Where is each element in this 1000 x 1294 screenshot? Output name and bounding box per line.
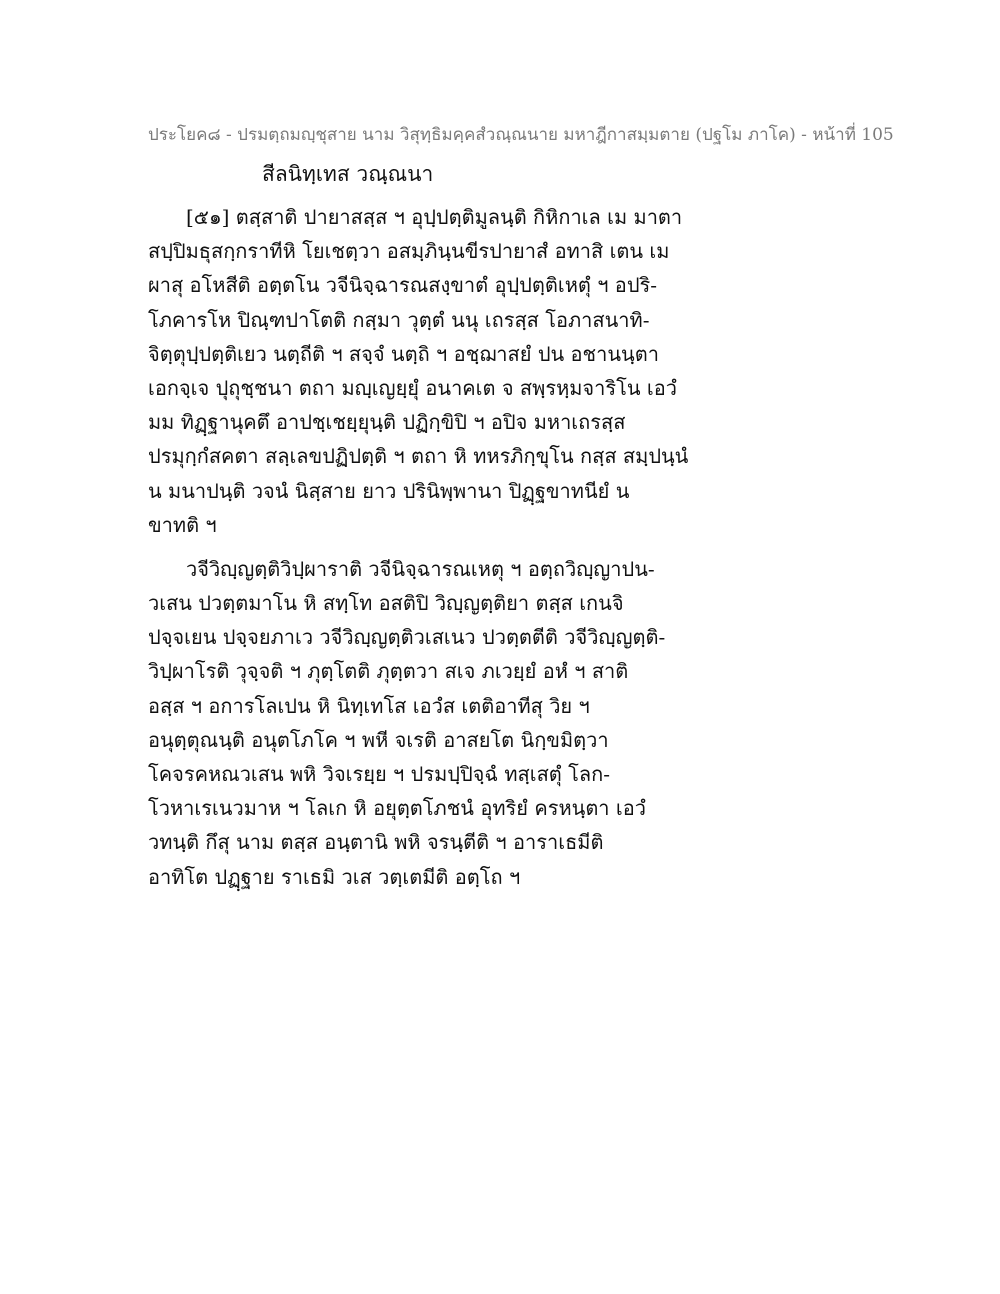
- text-line: อาทิโต ปฏฺฐาย ราเธมิ วเส วตฺเตมีติ อตฺโถ ฯ: [148, 864, 521, 889]
- text-line: ขาทติ ฯ: [148, 512, 217, 537]
- paragraph-1: [148, 200, 688, 542]
- text-line: น มนาปนฺติ วจนํ นิสฺสาย ยาว ปรินิพฺพานา ปิฏฺฐขาทนียํ น: [148, 478, 630, 503]
- body-text: [148, 200, 688, 894]
- text-line: วิปฺผาโรติ วุจฺจติ ฯ ภุตฺโตติ ภุตฺตวา สเจ ภเวยฺยํ อหํ ฯ สาติ: [148, 659, 629, 684]
- text-line: โคจรคหณวเสน พหิ วิจเรยฺย ฯ ปรมปฺปิจฺฉํ ทสฺเสตุํ โลก-: [148, 762, 610, 786]
- text-line: ปรมุกฺกํสคตา สลฺเลขปฏิปตฺติ ฯ ตถา หิ ทหรภิกฺขุโน กสฺส สมฺปนฺนํ: [148, 444, 689, 469]
- text-line: วจีวิญฺญตฺติวิปฺผาราติ วจีนิจฺฉารณเหตุ ฯ อตฺถวิญฺญาปน-: [186, 556, 655, 581]
- text-line: สปฺปิมธุสกฺกราทีหิ โยเชตฺวา อสมฺภินฺนขีรปายาสํ อทาสิ เตน เม: [148, 239, 670, 264]
- text-line: โภคารโห ปิณฺฑปาโตติ กสฺมา วุตฺตํ นนุ เถรสฺส โอภาสนาทิ-: [148, 307, 650, 332]
- section-title: สีลนิทฺเทส วณฺณนา: [262, 162, 434, 186]
- running-header: ประโยค๘ - ปรมตฺถมญฺชุสาย นาม วิสุทฺธิมคฺคสํวณฺณนาย มหาฎีกาสมฺมตาย (ปฐโม ภาโค) - หน้าที่ 105: [148, 125, 894, 145]
- paragraph-2: [148, 552, 688, 894]
- text-line: ปจฺจเยน ปจฺจยภาเว วจีวิญฺญตฺติวเสเนว ปวตฺตตีติ วจีวิญฺญตฺติ-: [148, 625, 666, 650]
- text-line: โวหาเรเนวมาห ฯ โลเก หิ อยุตฺตโภชนํ อุทริยํ ครหนฺตา เอวํ: [148, 796, 646, 821]
- text-line: อนุตฺตุณนฺติ อนุตโภโค ฯ พหี จเรติ อาสยโต นิกฺขมิตฺวา: [148, 727, 609, 752]
- text-line: [๕๑] ตสฺสาติ ปายาสสฺส ฯ อุปฺปตฺติมูลนฺติ กิหิกาเล เม มาตา: [186, 205, 683, 229]
- text-line: วทนฺติ กึสุ นาม ตสฺส อนฺตานิ พหิ จรนฺตีติ ฯ อาราเธมีติ: [148, 830, 604, 855]
- text-line: ผาสุ อโหสีติ อตฺตโน วจีนิจฺฉารณสงฺขาตํ อุปฺปตฺติเหตุํ ฯ อปริ-: [148, 273, 658, 298]
- text-line: อสฺส ฯ อการโลเปน หิ นิทฺเทโส เอวํส เตติอาทีสุ วิย ฯ: [148, 693, 590, 718]
- paragraph-gap: [148, 542, 688, 552]
- text-line: วเสน ปวตฺตมาโน หิ สทฺโท อสติปิ วิญฺญตฺติยา ตสฺส เกนจิ: [148, 591, 624, 616]
- text-line: มม ทิฏฺฐานุคตึ อาปชฺเชยฺยุนฺติ ปฏิกฺขิปิ ฯ อปิจ มหาเถรสฺส: [148, 410, 626, 435]
- text-line: จิตฺตุปฺปตฺติเยว นตฺถีติ ฯ สจฺจํ นตฺถิ ฯ อชฺฌาสยํ ปน อชานนฺตา: [148, 341, 659, 366]
- text-line: เอกจฺเจ ปุถุชฺชนา ตถา มญฺเญยฺยุํ อนาคเต จ สพฺรหฺมจาริโน เอวํ: [148, 375, 677, 400]
